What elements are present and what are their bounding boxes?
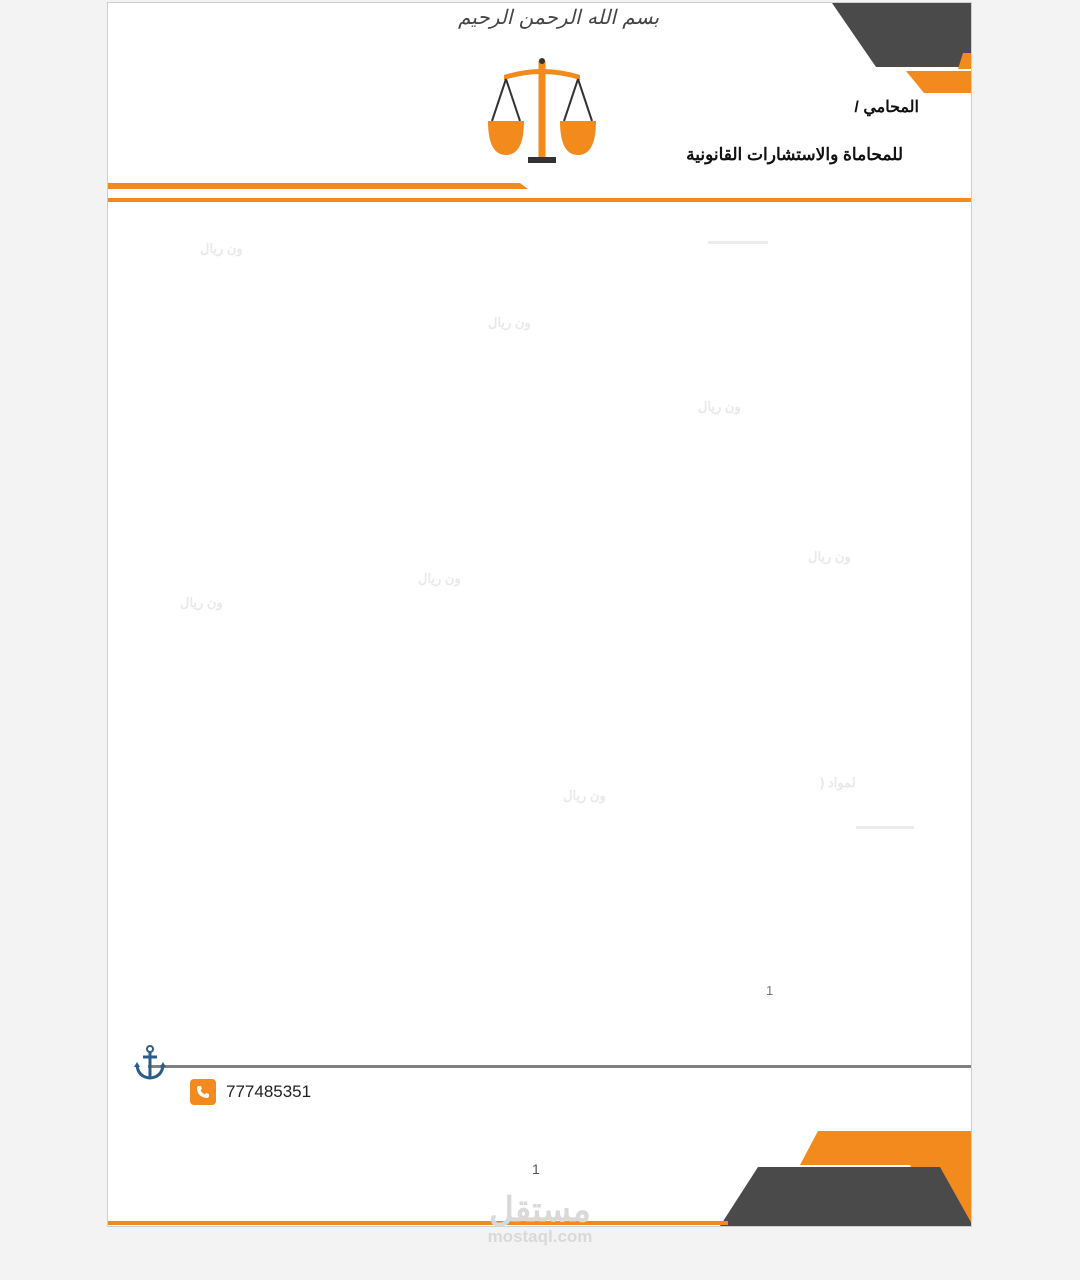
watermark-latin: mostaql.com bbox=[487, 1227, 593, 1246]
phone-icon bbox=[190, 1079, 216, 1105]
footer-phone bbox=[190, 1079, 311, 1105]
anchor-icon bbox=[134, 1045, 166, 1081]
basmala-calligraphy: بسم الله الرحمن الرحيم bbox=[458, 5, 660, 29]
faded-text-line: ون ريال bbox=[418, 571, 461, 586]
faded-text-line: ون ريال bbox=[563, 788, 606, 803]
header-rules bbox=[108, 181, 972, 205]
faded-text-line: ون ريال bbox=[180, 595, 223, 610]
footer-dark-shape bbox=[720, 1167, 972, 1226]
footer-rule-orange bbox=[108, 1221, 728, 1225]
header-dark-shape bbox=[832, 3, 972, 67]
lawyer-title: المحامي / bbox=[854, 99, 919, 116]
mostaql-watermark bbox=[470, 1192, 610, 1246]
phone-number: 777485351 bbox=[226, 1082, 312, 1101]
letterhead-page bbox=[107, 2, 972, 1227]
footer-corner-decoration bbox=[720, 1131, 972, 1227]
body-page-number: 1 bbox=[766, 983, 774, 998]
header-orange-shape bbox=[906, 71, 972, 93]
header-rule-full bbox=[108, 198, 972, 202]
faded-text-line: ون ريال bbox=[698, 399, 741, 414]
faded-text-line: ون ريال bbox=[200, 241, 243, 256]
watermark-arabic: مستقل bbox=[489, 1191, 591, 1229]
faded-text-line: ون ريال bbox=[488, 315, 531, 330]
firm-name: للمحاماة والاستشارات القانونية bbox=[686, 145, 903, 164]
faded-text-line: ون ريال bbox=[808, 549, 851, 564]
header-corner-decoration bbox=[808, 3, 972, 98]
footer-page-number: 1 bbox=[532, 1161, 540, 1177]
scales-of-justice-icon bbox=[486, 53, 598, 171]
footer-rule bbox=[148, 1065, 972, 1068]
faded-separator bbox=[708, 241, 768, 244]
faded-separator bbox=[856, 826, 914, 829]
header-rule-short bbox=[108, 183, 528, 189]
faded-text-line: لمواد ( bbox=[820, 775, 856, 790]
